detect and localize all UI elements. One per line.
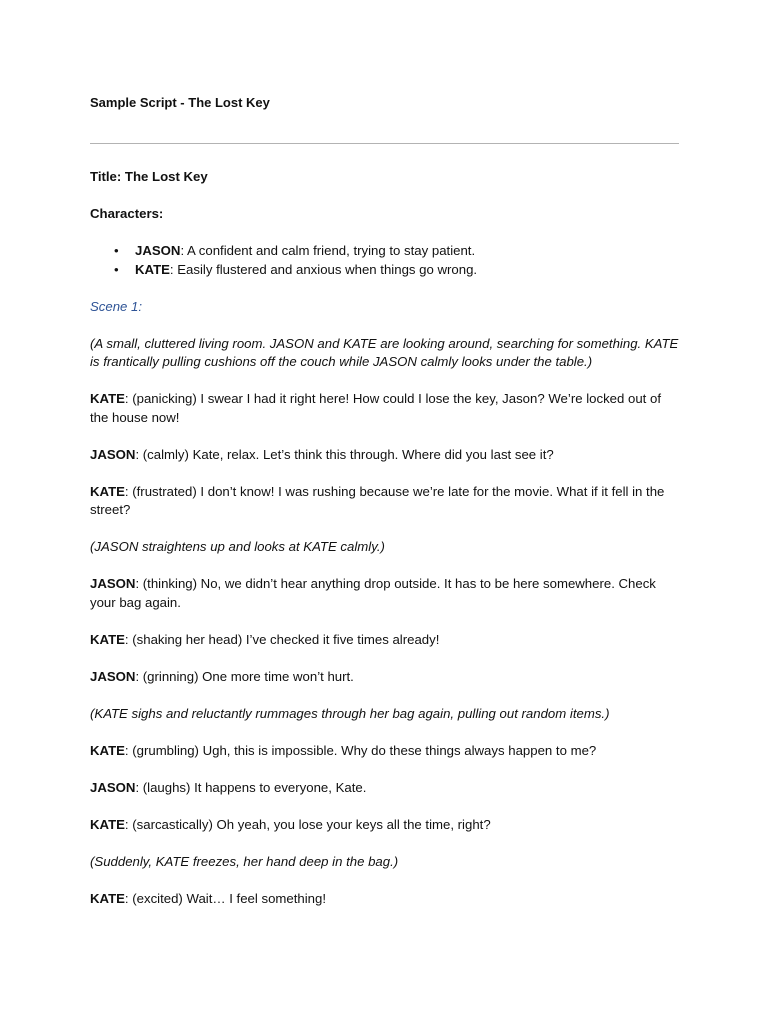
dialogue-line — [90, 779, 680, 798]
dialogue-text: : (sarcastically) Oh yeah, you lose your keys all the time, right? — [124, 816, 491, 832]
stage-direction: (A small, cluttered living room. JASON and KATE are looking around, searching for something. KATE is frantically pulling cushions off the couch while JASON calmly looks under the table.) — [90, 335, 679, 369]
dialogue-text: : (excited) Wait… I feel something! — [124, 890, 326, 906]
dialogue-text: : (panicking) I swear I had it right here! How could I lose the key, Jason? We’re locked out of the house now! — [90, 391, 661, 425]
dialogue-text: : (grumbling) Ugh, this is impossible. Why do these things always happen to me? — [124, 742, 597, 758]
dialogue-text: : (calmly) Kate, relax. Let’s think this through. Where did you last see it? — [135, 446, 554, 462]
speaker-name: KATE — [90, 631, 125, 647]
character-name: KATE — [135, 261, 170, 277]
horizontal-divider — [90, 143, 679, 144]
dialogue-line — [90, 890, 680, 909]
speaker-name: JASON — [90, 668, 136, 684]
dialogue-line — [90, 575, 680, 612]
script-body — [90, 168, 680, 927]
speaker-name: JASON — [90, 779, 136, 795]
script-title: Title: The Lost Key — [90, 169, 208, 184]
bullet-icon: • — [114, 261, 119, 277]
dialogue-line — [90, 483, 680, 520]
stage-direction: (Suddenly, KATE freezes, her hand deep in the bag.) — [90, 853, 399, 869]
dialogue-line — [90, 816, 680, 835]
speaker-name: JASON — [90, 576, 136, 591]
characters-heading: Characters: — [90, 206, 164, 221]
character-item — [114, 242, 680, 261]
bullet-icon: • — [114, 243, 119, 258]
speaker-name: JASON — [90, 446, 136, 462]
dialogue-text: : (thinking) No, we didn’t hear anything drop outside. It has to be here somewhere. Check your bag again. — [90, 576, 656, 610]
dialogue-line — [90, 668, 680, 687]
speaker-name: KATE — [90, 391, 125, 406]
stage-direction: (JASON straightens up and looks at KATE calmly.) — [90, 539, 385, 554]
dialogue-line — [90, 446, 680, 465]
character-description: : A confident and calm friend, trying to stay patient. — [180, 243, 476, 258]
dialogue-text: : (grinning) One more time won’t hurt. — [135, 668, 354, 684]
dialogue-line — [90, 390, 680, 427]
character-item — [114, 261, 680, 280]
dialogue-line — [90, 631, 680, 650]
dialogue-text: : (laughs) It happens to everyone, Kate. — [135, 779, 367, 795]
dialogue-line — [90, 742, 680, 761]
character-description: : Easily flustered and anxious when things go wrong. — [169, 261, 478, 277]
character-name: JASON — [135, 243, 181, 258]
speaker-name: KATE — [90, 742, 125, 758]
speaker-name: KATE — [90, 816, 125, 832]
character-list — [90, 242, 680, 279]
dialogue-text: : (shaking her head) I’ve checked it five times already! — [124, 631, 440, 647]
stage-direction: (KATE sighs and reluctantly rummages through her bag again, pulling out random items.) — [90, 705, 610, 721]
speaker-name: KATE — [90, 890, 125, 906]
dialogue-text: : (frustrated) I don’t know! I was rushing because we’re late for the movie. What if it fell in the street? — [90, 483, 665, 517]
speaker-name: KATE — [90, 483, 125, 499]
document-header: Sample Script - The Lost Key — [90, 95, 270, 110]
scene-heading: Scene 1: — [90, 298, 143, 314]
